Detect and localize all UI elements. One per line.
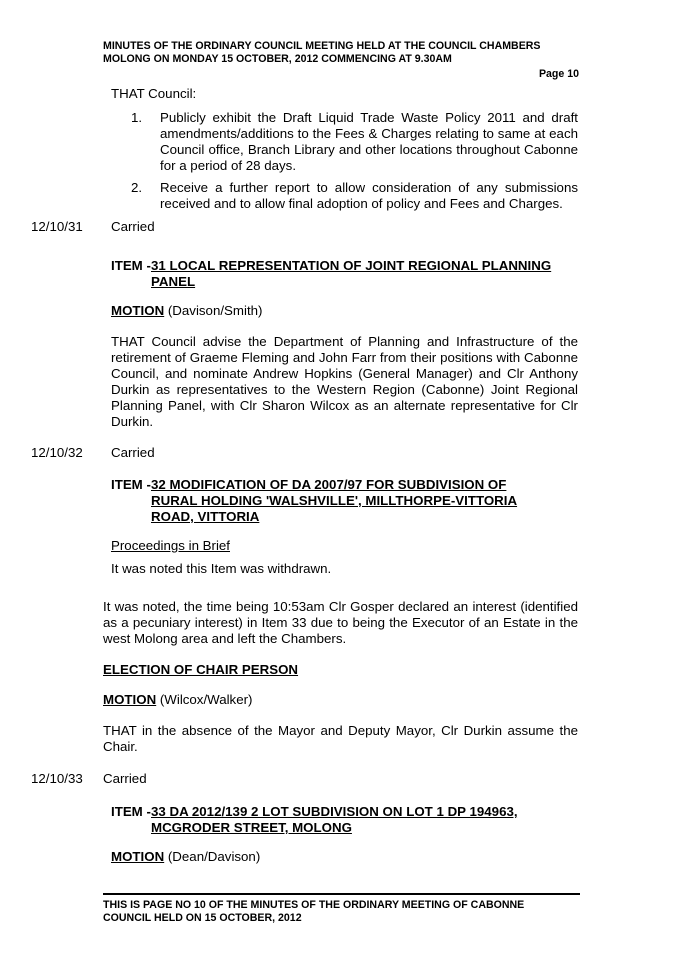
item-31-title-line-2: PANEL <box>151 274 196 289</box>
proceedings-text: It was noted this Item was withdrawn. <box>111 561 332 576</box>
resolution-list-item-2 <box>131 180 578 212</box>
list-item-number: 2. <box>131 180 143 195</box>
interest-declaration-note: It was noted, the time being 10:53am Clr Gosper declared an interest (identified as a pecuniary interest) in Item 33 due to being the Executor of an Estate in the west Molong area and left the Chambers. <box>103 599 578 646</box>
item-32-title-line-1: 32 MODIFICATION OF DA 2007/97 FOR SUBDIVISION OF <box>151 477 507 492</box>
motion-label: MOTION <box>111 303 165 318</box>
item-prefix: ITEM - <box>111 477 151 492</box>
election-motion <box>103 692 252 708</box>
motion-movers: (Wilcox/Walker) <box>156 692 253 707</box>
motion-label: MOTION <box>103 692 157 707</box>
carried-status: Carried <box>103 771 147 786</box>
item-32-title-line-3: ROAD, VITTORIA <box>151 509 260 524</box>
header-title-line-2: MOLONG ON MONDAY 15 OCTOBER, 2012 COMMENCING AT 9.30AM <box>103 53 452 65</box>
carried-status: Carried <box>111 219 155 234</box>
motion-movers: (Davison/Smith) <box>164 303 263 318</box>
item-prefix: ITEM - <box>111 258 151 273</box>
resolution-list-item-1 <box>131 110 578 174</box>
footer-line-2: COUNCIL HELD ON 15 OCTOBER, 2012 <box>103 912 302 924</box>
election-heading: ELECTION OF CHAIR PERSON <box>103 662 299 677</box>
minute-number: 12/10/31 <box>31 219 83 234</box>
minute-number: 12/10/32 <box>31 445 83 460</box>
page-number: Page 10 <box>538 68 579 80</box>
list-item-text: Receive a further report to allow consideration of any submissions received and to allow final adoption of policy and Fees and Charges. <box>160 180 578 211</box>
page-header <box>103 40 579 66</box>
item-33-motion <box>111 849 260 865</box>
item-31-motion <box>111 303 262 319</box>
item-33-title-line-1: 33 DA 2012/139 2 LOT SUBDIVISION ON LOT 1 DP 194963, <box>151 804 518 819</box>
election-resolution: THAT in the absence of the Mayor and Deputy Mayor, Clr Durkin assume the Chair. <box>103 723 578 754</box>
proceedings-in-brief-label: Proceedings in Brief <box>111 538 230 553</box>
header-title-line-1: MINUTES OF THE ORDINARY COUNCIL MEETING HELD AT THE COUNCIL CHAMBERS <box>103 40 541 52</box>
motion-label: MOTION <box>111 849 165 864</box>
minute-number: 12/10/33 <box>31 771 83 786</box>
item-33-title-line-2: MCGRODER STREET, MOLONG <box>151 820 352 835</box>
list-item-text: Publicly exhibit the Draft Liquid Trade Waste Policy 2011 and draft amendments/additions to the Fees & Charges relating to same at each Council office, Branch Library and other locations throughout Cabonne for a period of 28 days. <box>160 110 578 173</box>
item-31-heading <box>111 258 578 290</box>
carried-status: Carried <box>111 445 155 460</box>
motion-movers: (Dean/Davison) <box>164 849 261 864</box>
item-32-title-line-2: RURAL HOLDING 'WALSHVILLE', MILLTHORPE-VITTORIA <box>151 493 518 508</box>
resolution-intro: THAT Council: <box>111 86 197 101</box>
list-item-number: 1. <box>131 110 143 125</box>
item-32-heading <box>111 477 578 525</box>
item-31-resolution: THAT Council advise the Department of Planning and Infrastructure of the retirement of Graeme Fleming and John Farr from their positions with Cabonne Council, and nominate Andrew Hopkins (General Manager) and Clr Anthony Durkin as representatives to the Western Region (Cabonne) Joint Regional Planning Panel, with Clr Sharon Wilcox as an alternate representative for Clr Durkin. <box>111 334 578 429</box>
footer-divider <box>103 893 580 895</box>
footer-line-1: THIS IS PAGE NO 10 OF THE MINUTES OF THE ORDINARY MEETING OF CABONNE <box>103 899 525 911</box>
page-footer <box>103 899 579 925</box>
item-prefix: ITEM - <box>111 804 151 819</box>
item-33-heading <box>111 804 578 836</box>
item-31-title-line-1: 31 LOCAL REPRESENTATION OF JOINT REGIONAL PLANNING <box>151 258 552 273</box>
